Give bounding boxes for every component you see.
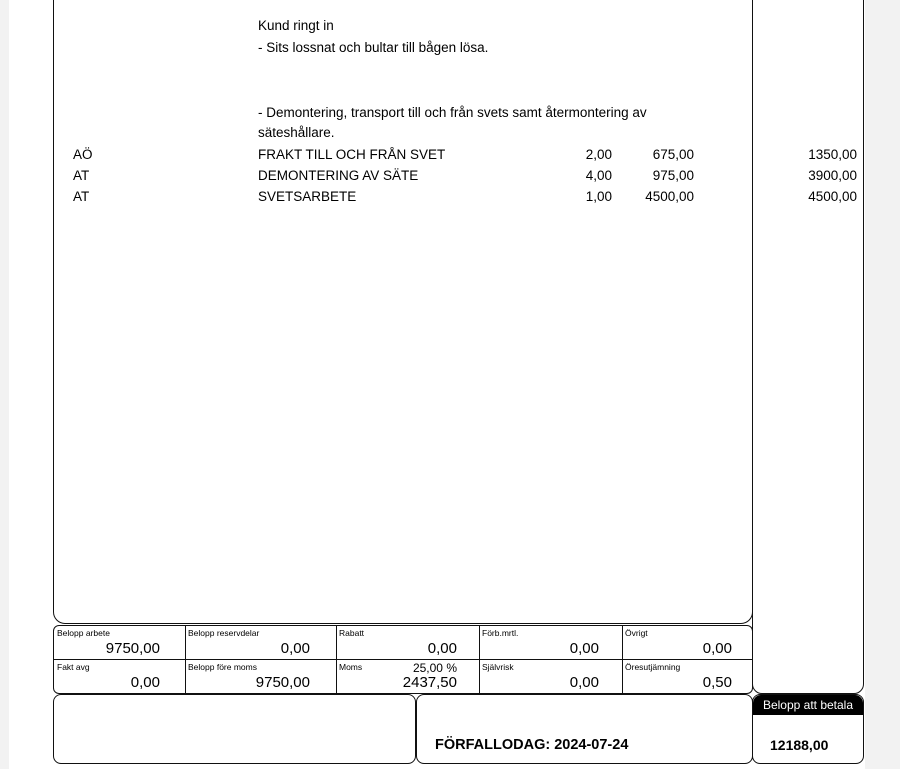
item-price: 675,00 xyxy=(652,147,694,162)
item-description: SVETSARBETE xyxy=(258,189,357,204)
summary-rabatt xyxy=(336,626,479,659)
item-price: 975,00 xyxy=(652,168,694,183)
amount-to-pay-value: 12188,00 xyxy=(770,737,829,753)
summary-fakt-avg xyxy=(54,660,185,693)
note-line: - Demontering, transport till och från svets samt återmontering av xyxy=(258,105,647,120)
note-line: - Sits lossnat och bultar till bågen lösa. xyxy=(258,40,489,55)
summary-oresutjamning xyxy=(622,660,752,693)
summary-grid xyxy=(53,625,753,694)
amount-to-pay-label: Belopp att betala xyxy=(753,695,863,715)
summary-belopp-reservdelar xyxy=(185,626,336,659)
note-line: säteshållare. xyxy=(258,125,335,140)
summary-value: 0,00 xyxy=(569,640,599,657)
summary-value: 0,00 xyxy=(569,674,599,691)
summary-value: 0,50 xyxy=(702,674,732,691)
amount-to-pay-box xyxy=(752,694,864,764)
summary-moms-rate: 25,00 % xyxy=(412,661,457,675)
summary-value: 2437,50 xyxy=(402,674,457,691)
item-amount: 1350,00 xyxy=(808,147,857,162)
item-description: DEMONTERING AV SÄTE xyxy=(258,168,419,183)
due-date: FÖRFALLODAG: 2024-07-24 xyxy=(435,737,629,753)
item-code: AÖ xyxy=(73,147,93,162)
summary-label: Självrisk xyxy=(482,662,514,672)
item-description: FRAKT TILL OCH FRÅN SVET xyxy=(258,147,446,162)
summary-label: Belopp reservdelar xyxy=(188,628,260,638)
summary-label: Rabatt xyxy=(339,628,365,638)
item-qty: 2,00 xyxy=(585,147,612,162)
summary-label: Belopp arbete xyxy=(57,628,110,638)
summary-belopp-fore-moms xyxy=(185,660,336,693)
note-line: Kund ringt in xyxy=(258,18,334,33)
summary-value: 0,00 xyxy=(702,640,732,657)
invoice-page xyxy=(9,0,865,769)
summary-label: Förb.mrtl. xyxy=(482,628,519,638)
summary-sjalvrisk xyxy=(479,660,622,693)
summary-ovrigt xyxy=(622,626,752,659)
amount-column xyxy=(752,0,864,694)
summary-moms xyxy=(336,660,479,693)
item-qty: 4,00 xyxy=(585,168,612,183)
item-qty: 1,00 xyxy=(585,189,612,204)
summary-belopp-arbete xyxy=(54,626,185,659)
item-amount: 3900,00 xyxy=(808,168,857,183)
summary-label: Fakt avg xyxy=(57,662,90,672)
item-code: AT xyxy=(73,189,90,204)
item-price: 4500,00 xyxy=(645,189,694,204)
item-code: AT xyxy=(73,168,90,183)
summary-value: 0,00 xyxy=(427,640,457,657)
item-amount: 4500,00 xyxy=(808,189,857,204)
summary-value: 9750,00 xyxy=(255,674,310,691)
summary-value: 9750,00 xyxy=(105,640,160,657)
items-panel xyxy=(53,0,753,624)
summary-value: 0,00 xyxy=(130,674,160,691)
due-date-box xyxy=(416,694,753,764)
blank-box xyxy=(53,694,416,764)
summary-value: 0,00 xyxy=(280,640,310,657)
summary-label: Belopp före moms xyxy=(188,662,257,672)
summary-label: Öresutjämning xyxy=(625,662,681,672)
summary-forb-mrtl xyxy=(479,626,622,659)
summary-label: Övrigt xyxy=(625,628,648,638)
summary-label: Moms xyxy=(339,662,363,672)
